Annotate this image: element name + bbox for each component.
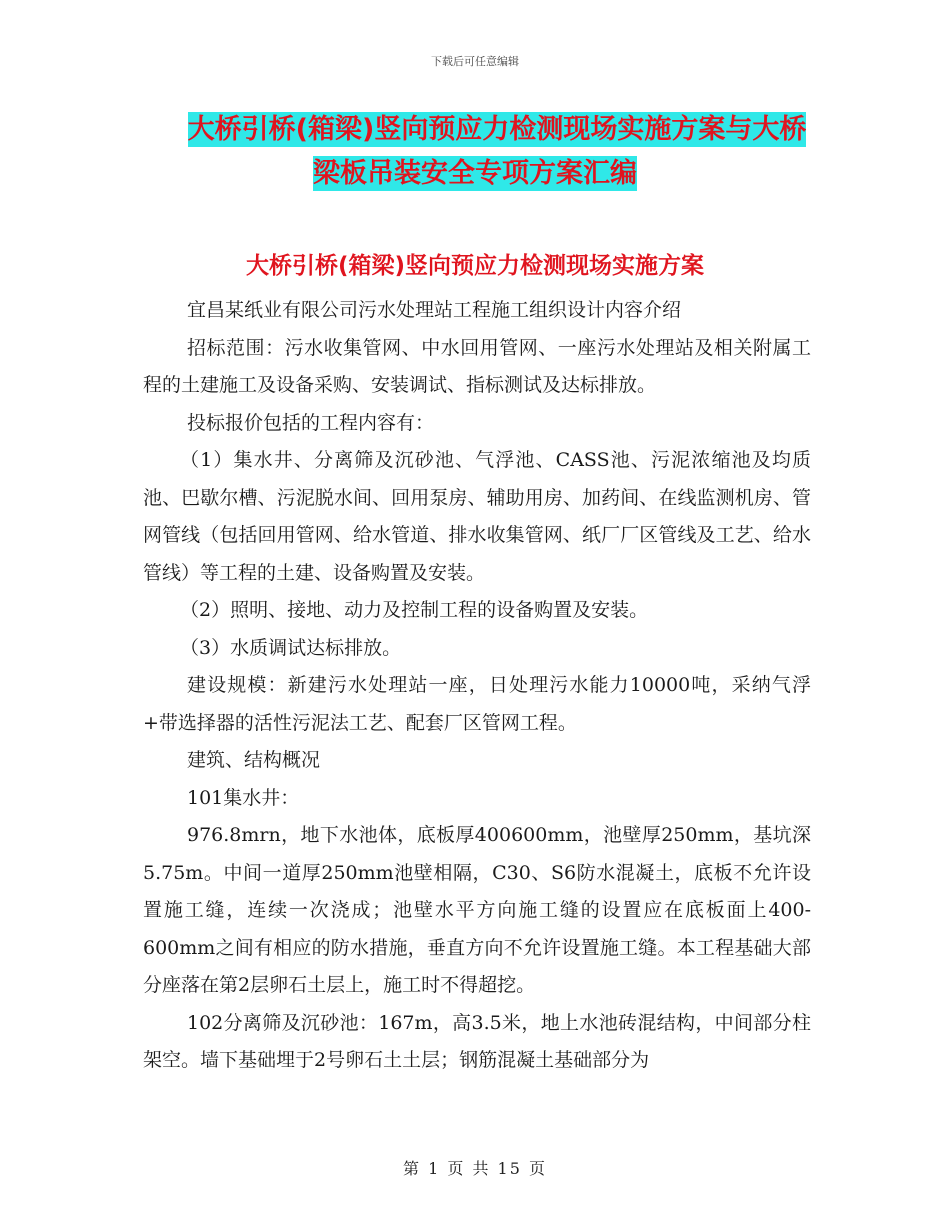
paragraph: 招标范围：污水收集管网、中水回用管网、一座污水处理站及相关附属工程的土建施工及设备采购、安装调试、指标测试及达标排放。 (143, 336, 811, 396)
paragraph: （3）水质调试达标排放。 (180, 636, 402, 659)
paragraph: 102分离筛及沉砂池：167m，高3.5米，地上水池砖混结构，中间部分柱架空。墙下基础埋于2号卵石土土层；钢筋混凝土基础部分为 (143, 1011, 811, 1071)
paragraph: 101集水井： (187, 786, 300, 809)
paragraph: 建筑、结构概况 (187, 749, 321, 771)
document-title-line-2: 梁板吊装安全专项方案汇编 (313, 158, 637, 189)
paragraph: （1）集水井、分离筛及沉砂池、气浮池、CASS池、污泥浓缩池及均质池、巴歇尔槽、污泥脱水间、回用泵房、辅助用房、加药间、在线监测机房、管网管线（包括回用管网、给水管道、排水收集管网、纸厂厂区管线及工艺、给水管线）等工程的土建、设备购置及安装。 (143, 449, 811, 584)
paragraph: 976.8mrn，地下水池体，底板厚400600mm，池壁厚250mm，基坑深5.75m。中间一道厚250mm池壁相隔，C30、S6防水混凝土，底板不允许设置施工缝，连续一次浇成；池壁水平方向施工缝的设置应在底板面上400-600mm之间有相应的防水措施，垂直方向不允许设置施工缝。本工程基础大部分座落在第2层卵石土层上，施工时不得超挖。 (143, 824, 811, 996)
paragraph: 投标报价包括的工程内容有： (187, 411, 435, 434)
page-header: 下载后可任意编辑 (431, 55, 519, 68)
body-text (143, 292, 811, 1080)
paragraph: 宜昌某纸业有限公司污水处理站工程施工组织设计内容介绍 (187, 299, 682, 321)
paragraph: 建设规模：新建污水处理站一座，日处理污水能力10000吨，采纳气浮+带选择器的活性污泥法工艺、配套厂区管网工程。 (143, 674, 811, 734)
page-number-footer: 第 1 页 共 15 页 (403, 1159, 547, 1178)
paragraph: （2）照明、接地、动力及控制工程的设备购置及安装。 (180, 599, 649, 621)
document-title-line-1: 大桥引桥(箱梁)竖向预应力检测现场实施方案与大桥 (187, 114, 807, 145)
section-title: 大桥引桥(箱梁)竖向预应力检测现场实施方案 (245, 253, 705, 279)
